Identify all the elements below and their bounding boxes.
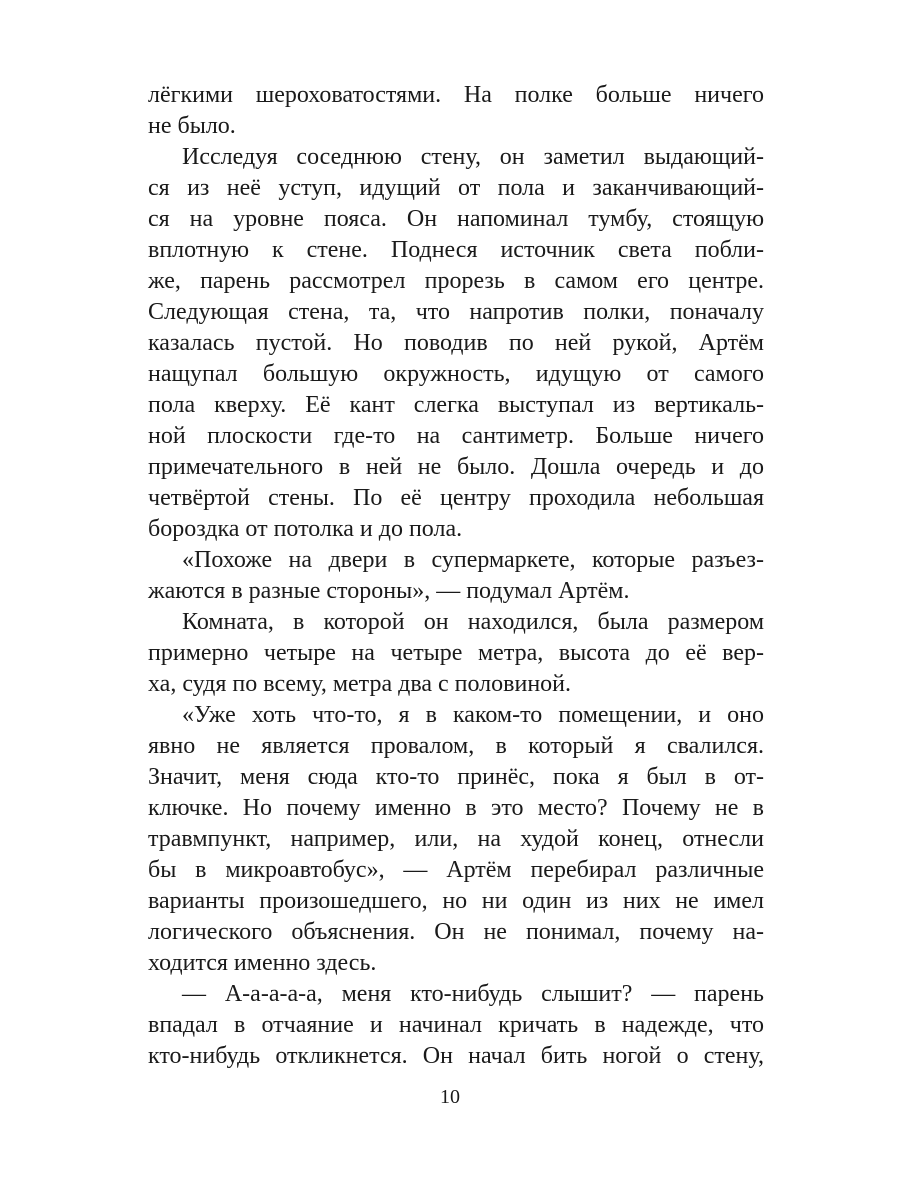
text-line: примерно четыре на четыре метра, высота до её вер- — [148, 640, 764, 666]
text-line: ся из неё уступ, идущий от пола и заканчивающий- — [148, 175, 764, 201]
paragraph — [148, 545, 764, 607]
paragraph — [148, 979, 764, 1072]
text-line: Следующая стена, та, что напротив полки, поначалу — [148, 299, 764, 325]
text-line: — А-а-а-а-а, меня кто-нибудь слышит? — парень — [182, 981, 764, 1007]
text-line: четвёртой стены. По её центру проходила небольшая — [148, 485, 764, 511]
text-line: ха, судя по всему, метра два с половиной. — [148, 671, 571, 697]
text-line: нащупал большую окружность, идущую от самого — [148, 361, 764, 387]
paragraph — [148, 80, 764, 142]
text-line: ходится именно здесь. — [148, 950, 377, 976]
text-line: же, парень рассмотрел прорезь в самом его центре. — [148, 268, 764, 294]
text-line: казалась пустой. Но поводив по ней рукой, Артём — [148, 330, 764, 356]
text-line: ной плоскости где-то на сантиметр. Больше ничего — [148, 423, 764, 449]
text-line: логического объяснения. Он не понимал, почему на- — [148, 919, 764, 945]
text-line: Значит, меня сюда кто-то принёс, пока я был в от- — [148, 764, 764, 790]
text-line: травмпункт, например, или, на худой конец, отнесли — [148, 826, 764, 852]
text-line: «Уже хоть что-то, я в каком-то помещении, и оно — [182, 702, 764, 728]
text-line: Исследуя соседнюю стену, он заметил выдающий- — [182, 144, 764, 170]
text-line: варианты произошедшего, но ни один из них не имел — [148, 888, 764, 914]
text-line: жаются в разные стороны», — подумал Артём. — [148, 578, 630, 604]
text-line: ключке. Но почему именно в это место? Почему не в — [148, 795, 764, 821]
text-line: бы в микроавтобус», — Артём перебирал различные — [148, 857, 764, 883]
text-line: явно не является провалом, в который я свалился. — [148, 733, 764, 759]
paragraph — [148, 607, 764, 700]
text-line: лёгкими шероховатостями. На полке больше ничего — [148, 82, 764, 108]
text-line: не было. — [148, 113, 236, 139]
text-line: «Похоже на двери в супермаркете, которые разъез- — [182, 547, 764, 573]
text-line: кто-нибудь откликнется. Он начал бить ногой о стену, — [148, 1043, 764, 1069]
text-line: вплотную к стене. Поднеся источник света побли- — [148, 237, 764, 263]
text-line: Комната, в которой он находился, была размером — [182, 609, 764, 635]
text-line: примечательного в ней не было. Дошла очередь и до — [148, 454, 764, 480]
text-line: бороздка от потолка и до пола. — [148, 516, 463, 542]
body-text — [148, 80, 764, 1072]
text-line: ся на уровне пояса. Он напоминал тумбу, стоящую — [148, 206, 764, 232]
page-number: 10 — [440, 1086, 460, 1108]
text-line: пола кверху. Её кант слегка выступал из вертикаль- — [148, 392, 764, 418]
paragraph — [148, 700, 764, 979]
paragraph — [148, 142, 764, 545]
text-line: впадал в отчаяние и начинал кричать в надежде, что — [148, 1012, 764, 1038]
